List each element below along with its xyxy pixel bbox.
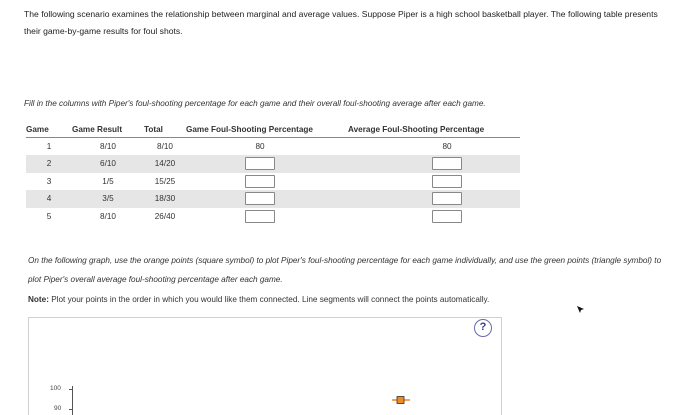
- cell-total: 8/10: [157, 142, 173, 151]
- table-row: [26, 190, 520, 208]
- cell-result: 1/5: [102, 176, 114, 186]
- results-table: [26, 123, 520, 225]
- header-game: Game: [26, 123, 72, 138]
- mouse-cursor-icon: [576, 305, 586, 315]
- cell-game: 1: [46, 142, 52, 151]
- y-axis: [72, 386, 73, 415]
- avg-pct-input[interactable]: [432, 157, 462, 170]
- note: [28, 295, 489, 304]
- note-text: Plot your points in the order in which you would like them connected. Line segments will connect the points automatically.: [48, 295, 490, 304]
- table-instruction: Fill in the columns with Piper's foul-shooting percentage for each game and their overall foul-shooting average after each game.: [24, 99, 486, 108]
- intro-text: The following scenario examines the relationship between marginal and average values. Suppose Piper is a high school basketball player. The following table presents their game-by-game results for foul shots.: [24, 9, 658, 36]
- cell-result: 6/10: [72, 155, 144, 173]
- cell-game: 2: [26, 155, 72, 173]
- avg-pct-input[interactable]: [432, 192, 462, 205]
- cell-game: 4: [26, 190, 72, 208]
- cell-game: 5: [46, 211, 52, 221]
- cell-avg-pct: 80: [442, 142, 452, 151]
- table-header-row: [26, 123, 520, 138]
- table-row: [26, 138, 520, 156]
- note-label: Note:: [28, 295, 49, 304]
- cell-total: 15/25: [154, 176, 176, 186]
- table-row: [26, 208, 520, 226]
- game-pct-input[interactable]: [245, 210, 275, 223]
- header-avg-pct: Average Foul-Shooting Percentage: [348, 123, 520, 138]
- help-button[interactable]: ?: [474, 319, 492, 337]
- cell-result: 8/10: [100, 211, 116, 221]
- avg-pct-input[interactable]: [432, 175, 462, 188]
- y-tick-label: 100: [50, 385, 61, 392]
- y-tick: [69, 389, 73, 390]
- cell-total: 14/20: [144, 155, 186, 173]
- table-row: [26, 173, 520, 191]
- game-pct-input[interactable]: [245, 192, 275, 205]
- cell-result: 8/10: [100, 142, 116, 151]
- table-row: [26, 155, 520, 173]
- cell-total: 26/40: [154, 211, 176, 221]
- cell-total: 18/30: [144, 190, 186, 208]
- orange-square-point-tool-icon[interactable]: [392, 395, 410, 405]
- header-game-pct: Game Foul-Shooting Percentage: [186, 123, 348, 138]
- cell-result: 3/5: [72, 190, 144, 208]
- y-tick-label: 90: [54, 405, 62, 412]
- avg-pct-input[interactable]: [432, 210, 462, 223]
- cell-game: 3: [46, 176, 52, 186]
- y-tick: [69, 409, 73, 410]
- header-total: Total: [144, 123, 186, 138]
- game-pct-input[interactable]: [245, 157, 275, 170]
- game-pct-input[interactable]: [245, 175, 275, 188]
- graph-instruction: On the following graph, use the orange points (square symbol) to plot Piper's foul-shooting percentage for each game individually, and use the green points (triangle symbol) to plot Piper's overall average foul-shooting percentage after each game.: [28, 256, 662, 284]
- cell-game-pct: 80: [255, 142, 265, 151]
- header-game-result: Game Result: [72, 123, 144, 138]
- graph-panel[interactable]: [28, 317, 502, 415]
